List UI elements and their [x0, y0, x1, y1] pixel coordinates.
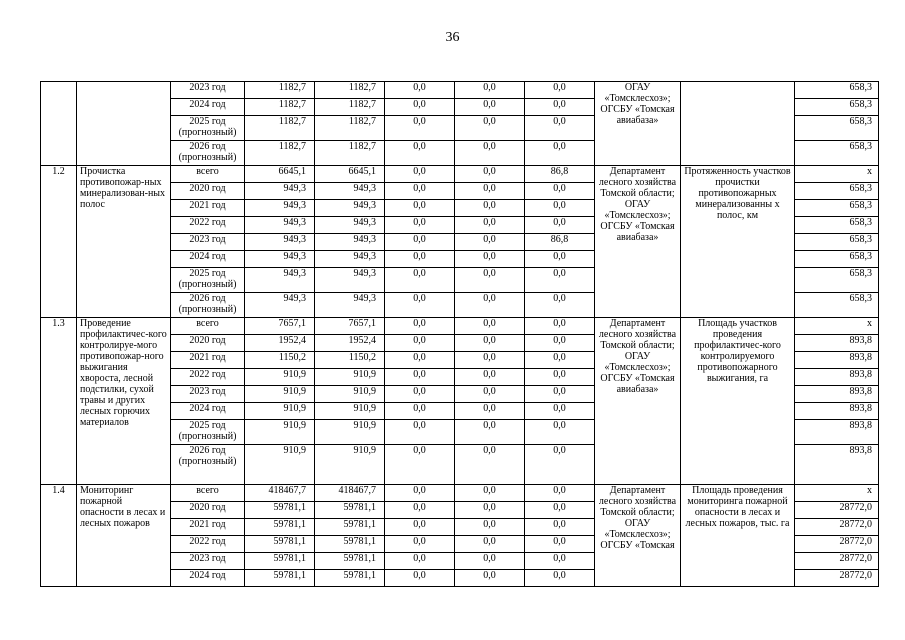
value-cell: 0,0 — [455, 553, 525, 570]
year-cell: 2023 год — [171, 553, 245, 570]
value-cell: 0,0 — [525, 141, 595, 166]
value-cell: 0,0 — [385, 183, 455, 200]
value-cell: 0,0 — [525, 352, 595, 369]
value-cell: 0,0 — [385, 251, 455, 268]
value-cell: 0,0 — [385, 386, 455, 403]
budget-cell: 949,3 — [315, 251, 385, 268]
year-cell: 2026 год (прогнозный) — [171, 293, 245, 318]
value-cell: 0,0 — [385, 200, 455, 217]
value-cell: 0,0 — [455, 200, 525, 217]
table-row — [41, 166, 879, 183]
value-cell: 0,0 — [525, 293, 595, 318]
year-cell: 2021 год — [171, 519, 245, 536]
target-value-cell: 658,3 — [795, 234, 879, 251]
total-cell: 1182,7 — [245, 141, 315, 166]
target-value-cell: 28772,0 — [795, 502, 879, 519]
target-value-cell: 28772,0 — [795, 570, 879, 587]
value-cell: 0,0 — [525, 335, 595, 352]
value-cell: 0,0 — [385, 502, 455, 519]
value-cell: 0,0 — [455, 318, 525, 335]
year-cell: 2023 год — [171, 82, 245, 99]
indicator-cell: Площадь участков проведения профилактичес-кого контролируемого противопожарного выжигания, га — [681, 318, 795, 485]
budget-cell: 949,3 — [315, 268, 385, 293]
value-cell: 86,8 — [525, 166, 595, 183]
year-cell: 2024 год — [171, 403, 245, 420]
value-cell: 0,0 — [525, 183, 595, 200]
value-cell: 0,0 — [385, 536, 455, 553]
total-cell: 7657,1 — [245, 318, 315, 335]
total-cell: 949,3 — [245, 200, 315, 217]
budget-cell: 949,3 — [315, 200, 385, 217]
value-cell: 0,0 — [455, 335, 525, 352]
value-cell: 0,0 — [385, 352, 455, 369]
target-value-cell: 28772,0 — [795, 519, 879, 536]
value-cell: 0,0 — [525, 570, 595, 587]
value-cell: 0,0 — [525, 200, 595, 217]
budget-cell: 949,3 — [315, 217, 385, 234]
target-value-cell: 893,8 — [795, 420, 879, 445]
executor-cell: Департамент лесного хозяйства Томской области; ОГАУ «Томсклесхоз»; ОГСБУ «Томская — [595, 485, 681, 587]
table-row — [41, 485, 879, 502]
value-cell: 0,0 — [455, 369, 525, 386]
value-cell: 0,0 — [385, 82, 455, 99]
year-cell: 2022 год — [171, 217, 245, 234]
value-cell: 0,0 — [455, 502, 525, 519]
year-cell: 2024 год — [171, 570, 245, 587]
value-cell: 0,0 — [455, 420, 525, 445]
year-cell: всего — [171, 318, 245, 335]
budget-cell: 1952,4 — [315, 335, 385, 352]
value-cell: 0,0 — [455, 445, 525, 485]
table-row — [41, 82, 879, 99]
total-cell: 1182,7 — [245, 99, 315, 116]
target-value-cell: 28772,0 — [795, 553, 879, 570]
value-cell: 0,0 — [385, 485, 455, 502]
value-cell: 0,0 — [455, 293, 525, 318]
budget-cell: 59781,1 — [315, 553, 385, 570]
value-cell: 0,0 — [385, 99, 455, 116]
budget-cell: 418467,7 — [315, 485, 385, 502]
value-cell: 0,0 — [455, 403, 525, 420]
value-cell: 0,0 — [385, 403, 455, 420]
value-cell: 0,0 — [525, 502, 595, 519]
year-cell: 2021 год — [171, 200, 245, 217]
value-cell: 0,0 — [525, 217, 595, 234]
year-cell: 2020 год — [171, 502, 245, 519]
value-cell: 0,0 — [385, 445, 455, 485]
total-cell: 59781,1 — [245, 519, 315, 536]
value-cell: 0,0 — [385, 335, 455, 352]
value-cell: 0,0 — [385, 166, 455, 183]
total-cell: 6645,1 — [245, 166, 315, 183]
value-cell: 0,0 — [525, 485, 595, 502]
year-cell: 2026 год (прогнозный) — [171, 141, 245, 166]
value-cell: 0,0 — [525, 553, 595, 570]
year-cell: 2023 год — [171, 234, 245, 251]
indicator-cell — [681, 82, 795, 166]
total-cell: 910,9 — [245, 420, 315, 445]
budget-cell: 6645,1 — [315, 166, 385, 183]
value-cell: 0,0 — [455, 519, 525, 536]
value-cell: 0,0 — [455, 570, 525, 587]
value-cell: 86,8 — [525, 234, 595, 251]
value-cell: 0,0 — [385, 318, 455, 335]
total-cell: 1150,2 — [245, 352, 315, 369]
section-name-cell: Проведение профилактичес-кого контролируе-мого противопожар-ного выжигания хвороста, лесной подстилки, сухой травы и других лесных горючих материалов — [77, 318, 171, 485]
value-cell: 0,0 — [455, 217, 525, 234]
value-cell: 0,0 — [525, 369, 595, 386]
budget-cell: 1182,7 — [315, 141, 385, 166]
value-cell: 0,0 — [385, 116, 455, 141]
target-value-cell: 658,3 — [795, 268, 879, 293]
target-value-cell: x — [795, 318, 879, 335]
value-cell: 0,0 — [525, 251, 595, 268]
value-cell: 0,0 — [525, 519, 595, 536]
target-value-cell: 658,3 — [795, 200, 879, 217]
value-cell: 0,0 — [385, 369, 455, 386]
value-cell: 0,0 — [455, 536, 525, 553]
value-cell: 0,0 — [385, 519, 455, 536]
year-cell: всего — [171, 485, 245, 502]
section-name-cell: Прочистка противопожар-ных минерализован-ных полос — [77, 166, 171, 318]
total-cell: 949,3 — [245, 268, 315, 293]
section-number-cell: 1.2 — [41, 166, 77, 318]
year-cell: 2024 год — [171, 99, 245, 116]
value-cell: 0,0 — [525, 82, 595, 99]
target-value-cell: 658,3 — [795, 251, 879, 268]
value-cell: 0,0 — [385, 570, 455, 587]
year-cell: 2026 год (прогнозный) — [171, 445, 245, 485]
target-value-cell: 28772,0 — [795, 536, 879, 553]
target-value-cell: x — [795, 166, 879, 183]
target-value-cell: 893,8 — [795, 445, 879, 485]
target-value-cell: x — [795, 485, 879, 502]
total-cell: 418467,7 — [245, 485, 315, 502]
value-cell: 0,0 — [525, 420, 595, 445]
budget-cell: 1182,7 — [315, 116, 385, 141]
total-cell: 910,9 — [245, 445, 315, 485]
page-number: 36 — [445, 30, 460, 45]
value-cell: 0,0 — [525, 403, 595, 420]
value-cell: 0,0 — [525, 268, 595, 293]
value-cell: 0,0 — [455, 386, 525, 403]
budget-cell: 910,9 — [315, 445, 385, 485]
total-cell: 59781,1 — [245, 553, 315, 570]
value-cell: 0,0 — [525, 536, 595, 553]
total-cell: 1952,4 — [245, 335, 315, 352]
target-value-cell: 893,8 — [795, 386, 879, 403]
value-cell: 0,0 — [385, 293, 455, 318]
year-cell: 2022 год — [171, 369, 245, 386]
budget-cell: 910,9 — [315, 403, 385, 420]
program-table — [40, 81, 879, 587]
target-value-cell: 893,8 — [795, 369, 879, 386]
total-cell: 910,9 — [245, 403, 315, 420]
budget-cell: 1182,7 — [315, 82, 385, 99]
budget-cell: 59781,1 — [315, 570, 385, 587]
budget-cell: 1150,2 — [315, 352, 385, 369]
target-value-cell: 658,3 — [795, 293, 879, 318]
value-cell: 0,0 — [455, 82, 525, 99]
value-cell: 0,0 — [525, 116, 595, 141]
value-cell: 0,0 — [455, 166, 525, 183]
budget-cell: 910,9 — [315, 369, 385, 386]
value-cell: 0,0 — [455, 251, 525, 268]
value-cell: 0,0 — [525, 445, 595, 485]
year-cell: 2025 год (прогнозный) — [171, 116, 245, 141]
budget-cell: 910,9 — [315, 386, 385, 403]
year-cell: 2020 год — [171, 183, 245, 200]
section-name-cell — [77, 82, 171, 166]
section-number-cell: 1.3 — [41, 318, 77, 485]
value-cell: 0,0 — [385, 553, 455, 570]
total-cell: 1182,7 — [245, 82, 315, 99]
value-cell: 0,0 — [455, 352, 525, 369]
value-cell: 0,0 — [455, 183, 525, 200]
total-cell: 59781,1 — [245, 502, 315, 519]
section-number-cell — [41, 82, 77, 166]
budget-cell: 59781,1 — [315, 519, 385, 536]
year-cell: 2024 год — [171, 251, 245, 268]
value-cell: 0,0 — [525, 318, 595, 335]
year-cell: всего — [171, 166, 245, 183]
total-cell: 949,3 — [245, 183, 315, 200]
budget-cell: 949,3 — [315, 293, 385, 318]
total-cell: 910,9 — [245, 369, 315, 386]
section-number-cell: 1.4 — [41, 485, 77, 587]
year-cell: 2025 год (прогнозный) — [171, 268, 245, 293]
target-value-cell: 893,8 — [795, 403, 879, 420]
value-cell: 0,0 — [385, 420, 455, 445]
value-cell: 0,0 — [455, 485, 525, 502]
budget-cell: 949,3 — [315, 234, 385, 251]
section-name-cell: Мониторинг пожарной опасности в лесах и лесных пожаров — [77, 485, 171, 587]
total-cell: 59781,1 — [245, 536, 315, 553]
total-cell: 949,3 — [245, 251, 315, 268]
target-value-cell: 658,3 — [795, 183, 879, 200]
value-cell: 0,0 — [525, 99, 595, 116]
value-cell: 0,0 — [455, 268, 525, 293]
target-value-cell: 893,8 — [795, 335, 879, 352]
indicator-cell: Площадь проведения мониторинга пожарной опасности в лесах и лесных пожаров, тыс. га — [681, 485, 795, 587]
year-cell: 2021 год — [171, 352, 245, 369]
target-value-cell: 893,8 — [795, 352, 879, 369]
value-cell: 0,0 — [455, 116, 525, 141]
target-value-cell: 658,3 — [795, 116, 879, 141]
indicator-cell: Протяженность участков прочистки противопожарных минерализованны х полос, км — [681, 166, 795, 318]
target-value-cell: 658,3 — [795, 141, 879, 166]
total-cell: 59781,1 — [245, 570, 315, 587]
table-row — [41, 318, 879, 335]
value-cell: 0,0 — [385, 141, 455, 166]
year-cell: 2022 год — [171, 536, 245, 553]
budget-cell: 1182,7 — [315, 99, 385, 116]
year-cell: 2020 год — [171, 335, 245, 352]
budget-cell: 910,9 — [315, 420, 385, 445]
budget-cell: 59781,1 — [315, 536, 385, 553]
year-cell: 2025 год (прогнозный) — [171, 420, 245, 445]
total-cell: 949,3 — [245, 217, 315, 234]
executor-cell: Департамент лесного хозяйства Томской области; ОГАУ «Томсклесхоз»; ОГСБУ «Томская авиабаза» — [595, 166, 681, 318]
value-cell: 0,0 — [385, 234, 455, 251]
budget-cell: 7657,1 — [315, 318, 385, 335]
total-cell: 1182,7 — [245, 116, 315, 141]
value-cell: 0,0 — [455, 141, 525, 166]
year-cell: 2023 год — [171, 386, 245, 403]
budget-cell: 949,3 — [315, 183, 385, 200]
value-cell: 0,0 — [385, 268, 455, 293]
value-cell: 0,0 — [455, 234, 525, 251]
executor-cell: ОГАУ «Томсклесхоз»; ОГСБУ «Томская авиабаза» — [595, 82, 681, 166]
total-cell: 949,3 — [245, 234, 315, 251]
total-cell: 910,9 — [245, 386, 315, 403]
target-value-cell: 658,3 — [795, 82, 879, 99]
total-cell: 949,3 — [245, 293, 315, 318]
target-value-cell: 658,3 — [795, 217, 879, 234]
executor-cell: Департамент лесного хозяйства Томской области; ОГАУ «Томсклесхоз»; ОГСБУ «Томская авиабаза» — [595, 318, 681, 485]
value-cell: 0,0 — [455, 99, 525, 116]
target-value-cell: 658,3 — [795, 99, 879, 116]
value-cell: 0,0 — [525, 386, 595, 403]
budget-cell: 59781,1 — [315, 502, 385, 519]
value-cell: 0,0 — [385, 217, 455, 234]
